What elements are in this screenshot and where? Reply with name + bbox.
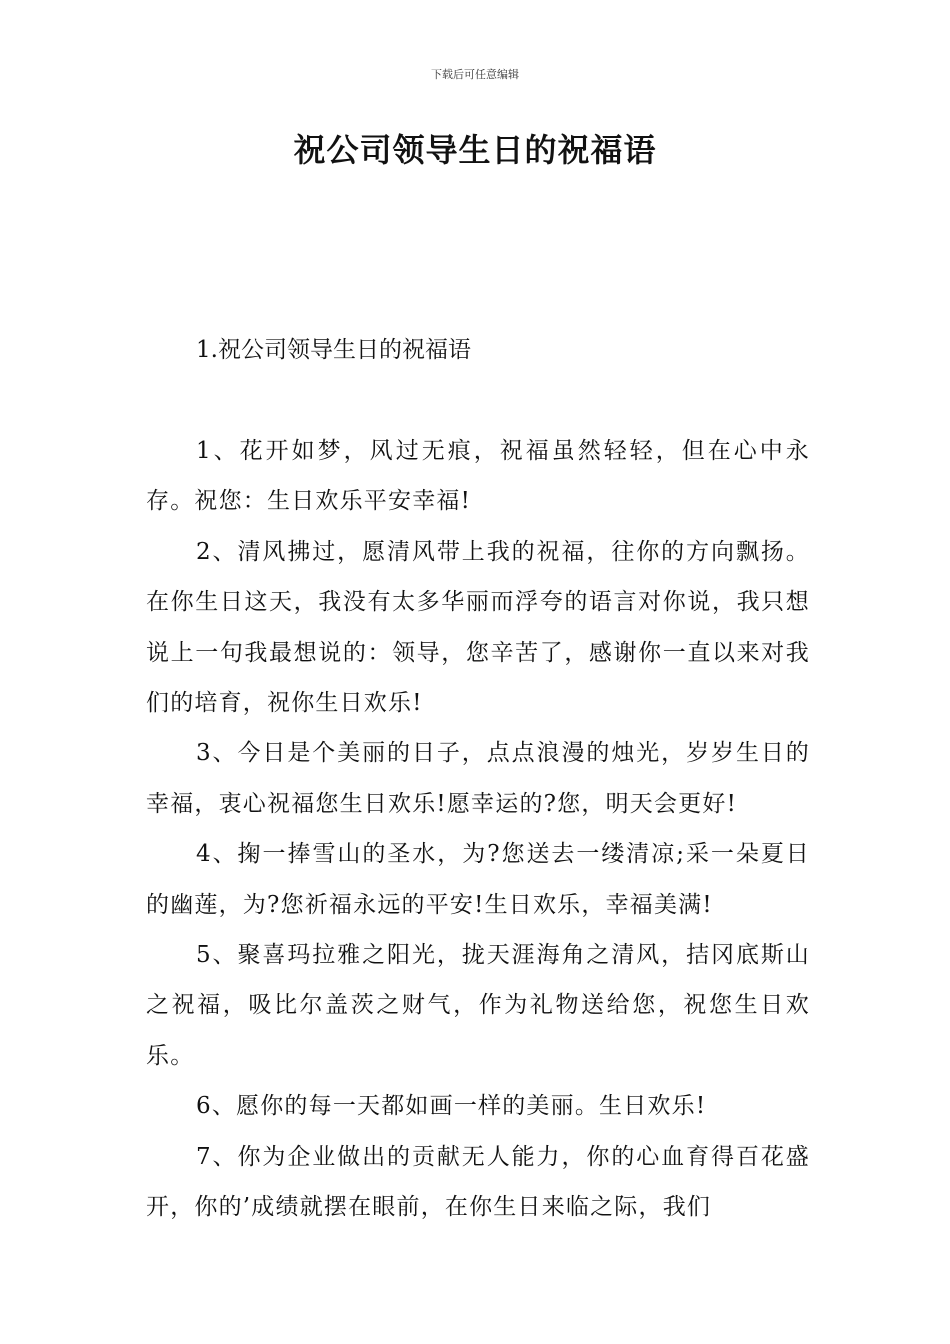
paragraph-1: 1、花开如梦，风过无痕，祝福虽然轻轻，但在心中永存。祝您：生日欢乐平安幸福! (146, 438, 810, 515)
paragraph-3: 3、今日是个美丽的日子，点点浪漫的烛光，岁岁生日的幸福，衷心祝福您生日欢乐!愿幸运的?您，明天会更好! (146, 740, 810, 817)
paragraph-6: 6、愿你的每一天都如画一样的美丽。生日欢乐! (196, 1093, 707, 1120)
paragraph-5: 5、聚喜玛拉雅之阳光，拢天涯海角之清风，拮冈底斯山之祝福，吸比尔盖茨之财气，作为礼物送给您，祝您生日欢乐。 (146, 942, 810, 1069)
paragraph-4: 4、掬一捧雪山的圣水，为?您送去一缕清凉;采一朵夏日的幽莲，为?您祈福永远的平安!生日欢乐，幸福美满! (146, 841, 810, 918)
document-title: 祝公司领导生日的祝福语 (293, 131, 657, 169)
section-heading: 1.祝公司领导生日的祝福语 (196, 337, 471, 363)
paragraph-7: 7、你为企业做出的贡献无人能力，你的心血育得百花盛开，你的’成绩就摆在眼前，在你生日来临之际，我们 (146, 1143, 810, 1221)
header-note: 下载后可任意编辑 (431, 68, 519, 81)
paragraph-2: 2、清风拂过，愿清风带上我的祝福，往你的方向飘扬。在你生日这天，我没有太多华丽而浮夸的语言对你说，我只想说上一句我最想说的：领导，您辛苦了，感谢你一直以来对我们的培育，祝你生日欢乐! (146, 538, 810, 717)
body-text (146, 426, 810, 1233)
